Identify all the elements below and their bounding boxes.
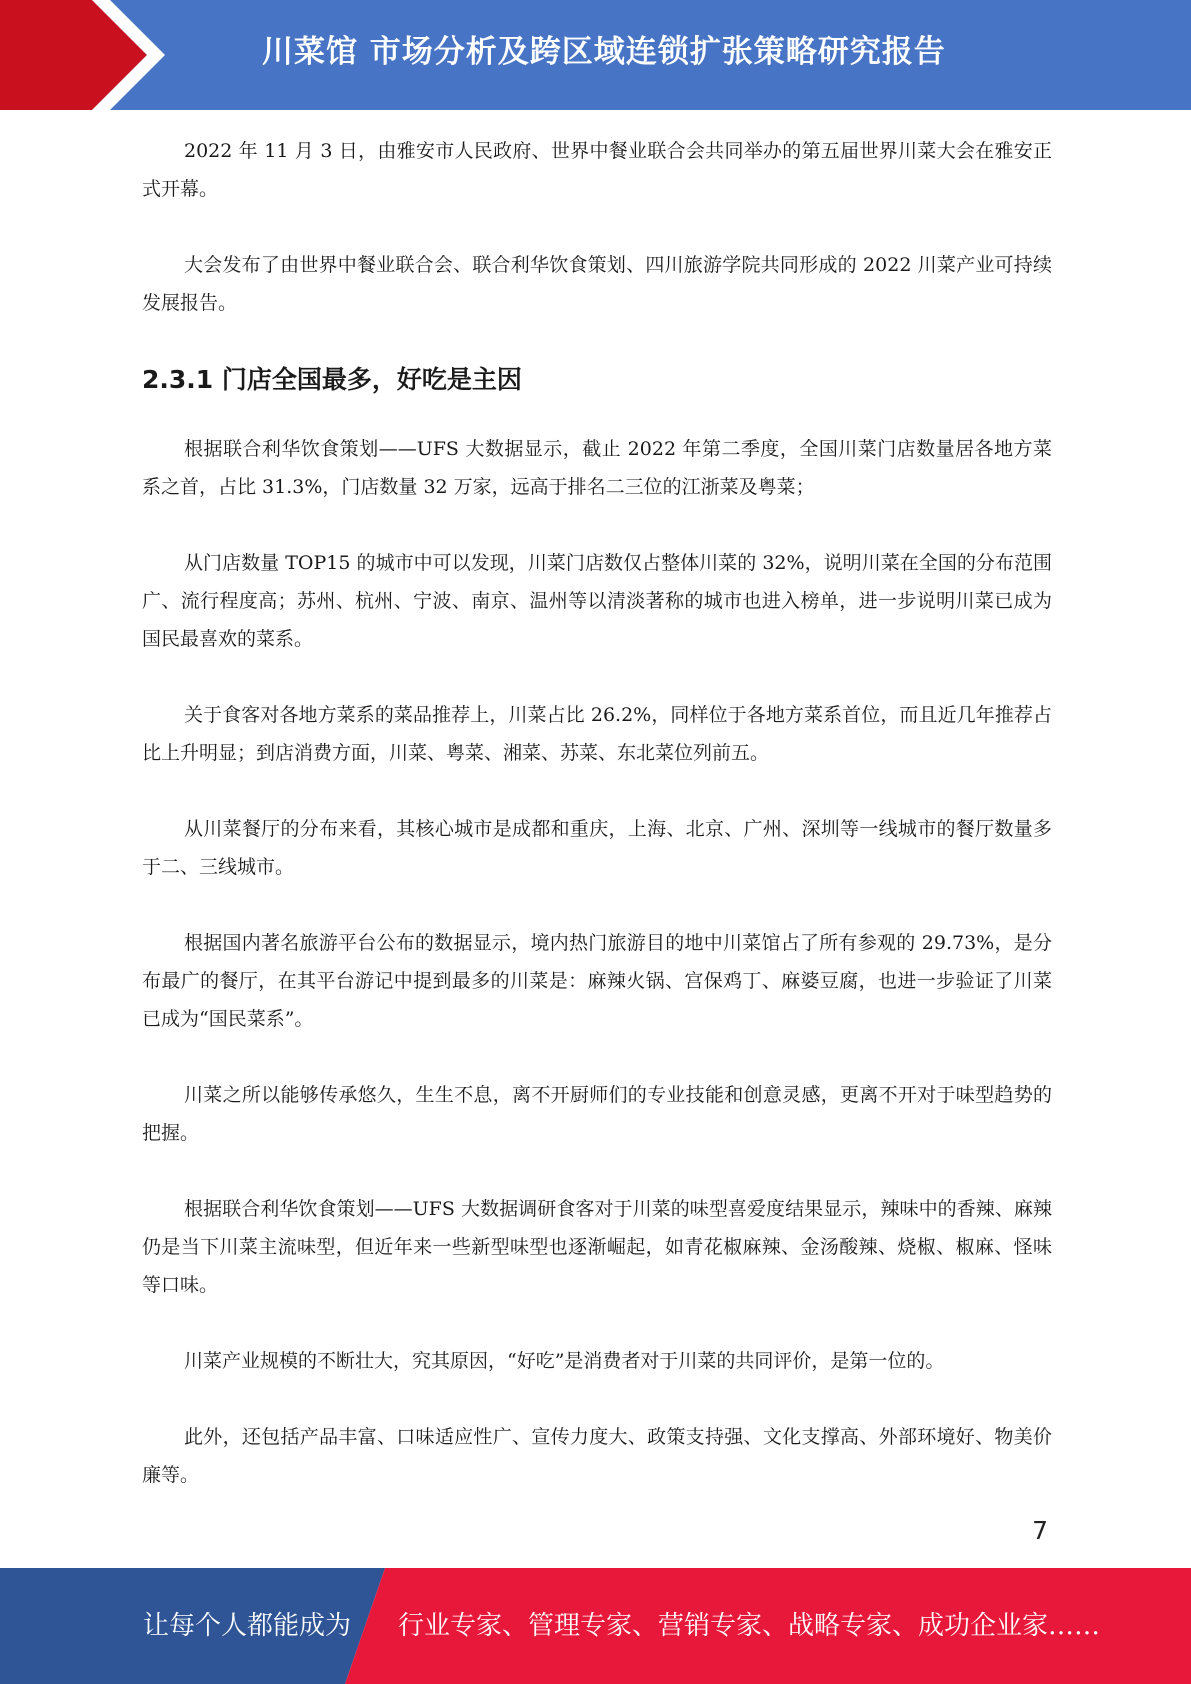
paragraph: 关于食客对各地方菜系的菜品推荐上，川菜占比 26.2%，同样位于各地方菜系首位，而且近几年推荐占比上升明显；到店消费方面，川菜、粤菜、湘菜、苏菜、东北菜位列前五。 [142,704,1052,764]
report-title: 川菜馆 市场分析及跨区域连锁扩张策略研究报告 [262,34,946,70]
paragraph: 川菜产业规模的不断壮大，究其原因，“好吃”是消费者对于川菜的共同评价，是第一位的。 [184,1350,945,1372]
footer-slogan-right: 行业专家、管理专家、营销专家、战略专家、成功企业家…… [398,1611,1101,1641]
paragraph: 此外，还包括产品丰富、口味适应性广、宣传力度大、政策支持强、文化支撑高、外部环境好、物美价廉等。 [142,1426,1052,1486]
paragraph: 大会发布了由世界中餐业联合会、联合利华饮食策划、四川旅游学院共同形成的 2022 川菜产业可持续发展报告。 [142,254,1052,314]
page-footer [0,1568,1191,1684]
paragraph: 根据国内著名旅游平台公布的数据显示，境内热门旅游目的地中川菜馆占了所有参观的 29.73%，是分布最广的餐厅，在其平台游记中提到最多的川菜是：麻辣火锅、宫保鸡丁、麻婆豆腐，也进一步验证了川菜已成为“国民菜系”。 [142,932,1052,1030]
page-number: 7 [1032,1516,1048,1545]
paragraph: 2022 年 11 月 3 日，由雅安市人民政府、世界中餐业联合会共同举办的第五届世界川菜大会在雅安正式开幕。 [142,140,1052,200]
page-content [142,132,1052,1532]
footer-slogan-left: 让每个人都能成为 [143,1611,352,1641]
paragraph: 根据联合利华饮食策划——UFS 大数据显示，截止 2022 年第二季度，全国川菜门店数量居各地方菜系之首，占比 31.3%，门店数量 32 万家，远高于排名二三位的江浙菜及粤菜； [142,438,1052,498]
section-heading: 2.3.1 门店全国最多，好吃是主因 [142,365,522,394]
page-header [0,0,1191,110]
paragraph: 根据联合利华饮食策划——UFS 大数据调研食客对于川菜的味型喜爱度结果显示，辣味中的香辣、麻辣仍是当下川菜主流味型，但近年来一些新型味型也逐渐崛起，如青花椒麻辣、金汤酸辣、烧椒、椒麻、怪味等口味。 [142,1198,1052,1296]
paragraph: 从川菜餐厅的分布来看，其核心城市是成都和重庆，上海、北京、广州、深圳等一线城市的餐厅数量多于二、三线城市。 [142,818,1052,878]
paragraph: 从门店数量 TOP15 的城市中可以发现，川菜门店数仅占整体川菜的 32%，说明川菜在全国的分布范围广、流行程度高；苏州、杭州、宁波、南京、温州等以清淡著称的城市也进入榜单，进一步说明川菜已成为国民最喜欢的菜系。 [142,552,1052,650]
paragraph: 川菜之所以能够传承悠久，生生不息，离不开厨师们的专业技能和创意灵感，更离不开对于味型趋势的把握。 [142,1084,1052,1144]
